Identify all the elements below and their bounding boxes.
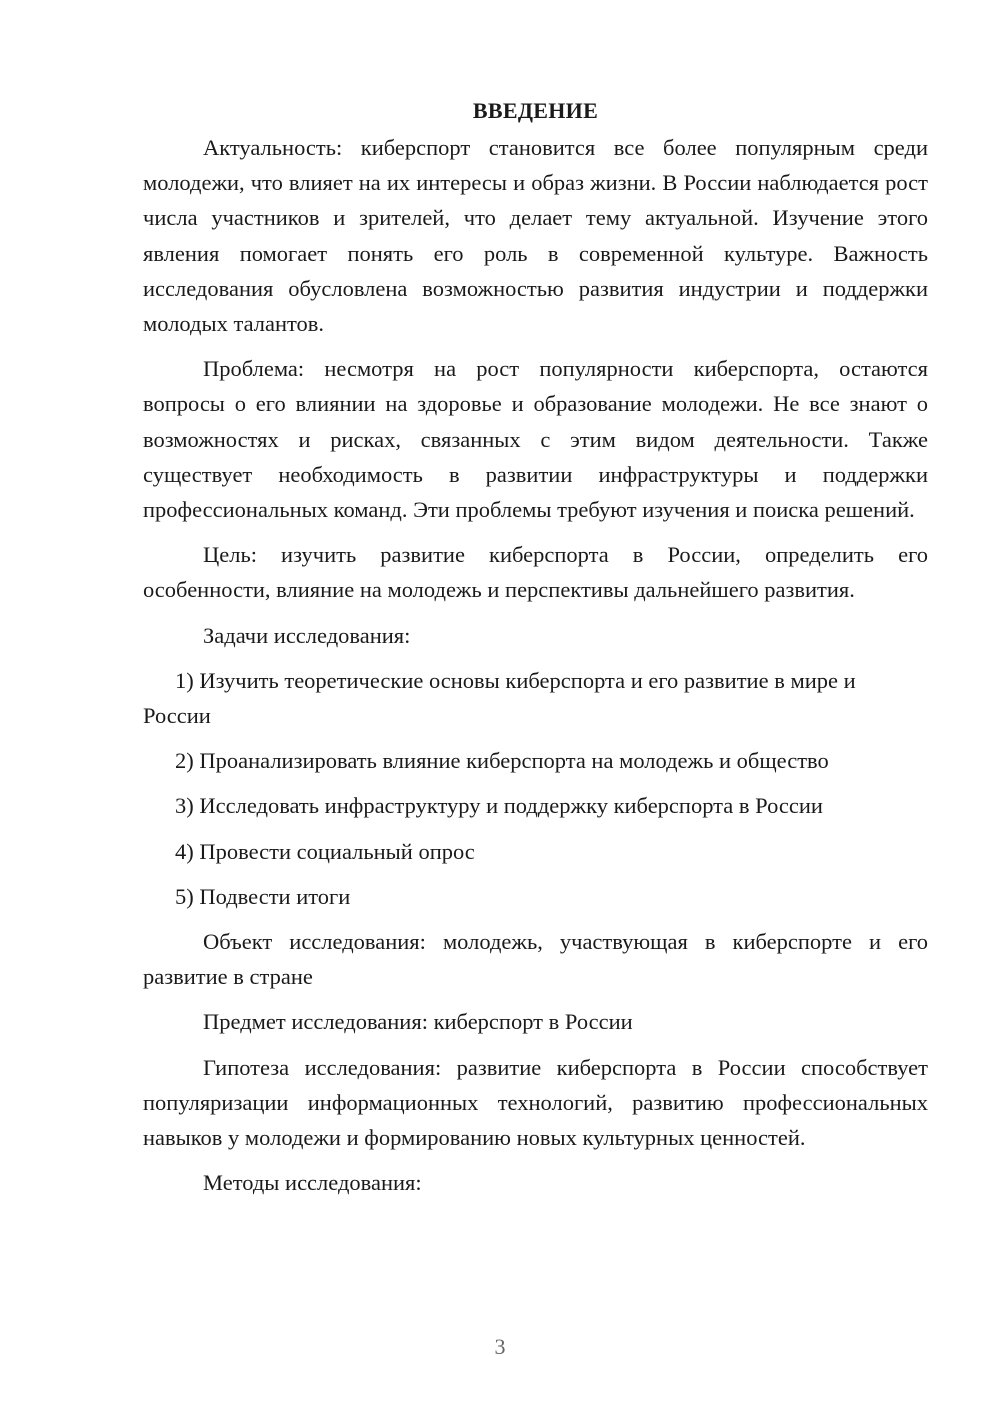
paragraph-hypothesis: Гипотеза исследования: развитие киберспорта в России способствует популяризации информационных технологий, развитию профессиональных навыков у молодежи и формированию новых культурных ценностей. xyxy=(143,1054,928,1151)
paragraph-goal: Цель: изучить развитие киберспорта в России, определить его особенности, влияние на молодежь и перспективы дальнейшего развития. xyxy=(143,542,928,603)
paragraph-relevance: Актуальность: киберспорт становится все более популярным среди молодежи, что влияет на их интересы и образ жизни. В России наблюдается рост числа участников и зрителей, что делает тему актуальной. Изучение этого явления помогает понять его роль в современной культуре. Важность исследования обусловлена возможностью развития индустрии и поддержки молодых талантов. xyxy=(143,135,928,337)
document-page xyxy=(143,96,928,1210)
paragraph-subject: Предмет исследования: киберспорт в России xyxy=(203,1009,633,1035)
methods-heading: Методы исследования: xyxy=(203,1170,422,1196)
paragraph-object: Объект исследования: молодежь, участвующая в киберспорте и его развитие в стране xyxy=(143,929,928,990)
task-item-2: 2) Проанализировать влияние киберспорта на молодежь и общество xyxy=(175,748,829,774)
tasks-heading: Задачи исследования: xyxy=(203,622,411,648)
task-item-1: 1) Изучить теоретические основы киберспорта и его развитие в мире и России xyxy=(143,667,856,729)
task-item-4: 4) Провести социальный опрос xyxy=(175,838,475,864)
task-item-5: 5) Подвести итоги xyxy=(175,883,351,909)
page-number: 3 xyxy=(494,1334,506,1359)
task-item-3: 3) Исследовать инфраструктуру и поддержку киберспорта в России xyxy=(175,793,823,819)
page-title: ВВЕДЕНИЕ xyxy=(472,98,599,123)
paragraph-problem: Проблема: несмотря на рост популярности киберспорта, остаются вопросы о его влиянии на здоровье и образование молодежи. Не все знают о возможностях и рисках, связанных с этим видом деятельности. Также существует необходимость в развитии инфраструктуры и поддержки профессиональных команд. Эти проблемы требуют изучения и поиска решений. xyxy=(143,356,928,523)
